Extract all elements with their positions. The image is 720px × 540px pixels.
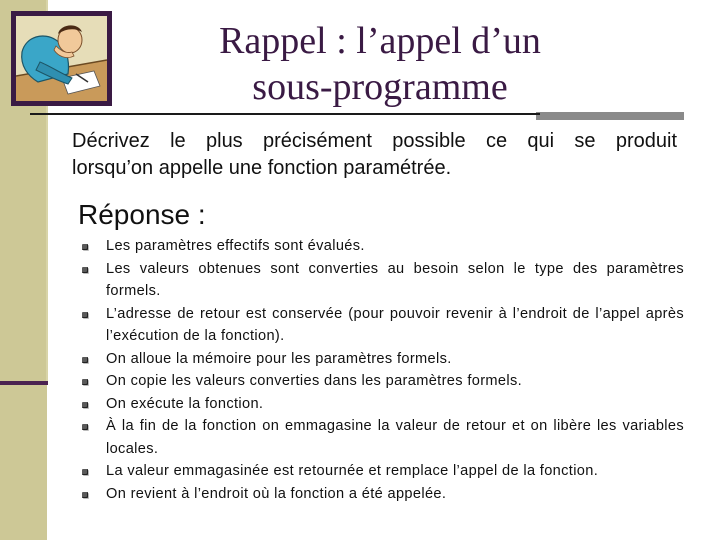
- answer-bullet-text: Les paramètres effectifs sont évalués.: [106, 238, 365, 254]
- answer-bullet-item: [80, 393, 684, 416]
- square-bullet-icon: [82, 357, 88, 363]
- square-bullet-icon: [82, 469, 88, 475]
- question-line-2: lorsqu’on appelle une fonction paramétrée.: [72, 157, 452, 179]
- question-text: [72, 128, 677, 182]
- side-band-rule: [0, 381, 48, 385]
- answer-bullet-text: On exécute la fonction.: [106, 395, 264, 412]
- square-bullet-icon: [82, 424, 88, 430]
- answer-bullet-item: [80, 258, 684, 303]
- slide-title-line-2: sous-programme: [252, 66, 508, 108]
- square-bullet-icon: [82, 492, 88, 498]
- answer-bullet-list: [80, 235, 684, 505]
- answer-bullet-text: On revient à l’endroit où la fonction a été appelée.: [106, 485, 447, 502]
- answer-bullet-text: La valeur emmagasinée est retournée et remplace l’appel de la fonction.: [106, 463, 599, 479]
- answer-bullet-item: [80, 415, 684, 460]
- answer-heading: Réponse :: [78, 199, 206, 230]
- square-bullet-icon: [82, 379, 88, 385]
- slide-title: [130, 18, 630, 110]
- answer-bullet-text: L’adresse de retour est conservée (pour pouvoir revenir à l’endroit de l’appel après l’exécution de la fonction).: [106, 305, 684, 344]
- title-shadow-rule: [536, 112, 684, 120]
- thinking-person-clipart-icon: [11, 11, 112, 106]
- answer-bullet-text: On alloue la mémoire pour les paramètres formels.: [106, 350, 452, 367]
- slide-title-line-1: Rappel : l’appel d’un: [219, 20, 541, 62]
- square-bullet-icon: [82, 244, 88, 250]
- square-bullet-icon: [82, 402, 88, 408]
- answer-bullet-text: À la fin de la fonction on emmagasine la valeur de retour et on libère les variables locales.: [106, 418, 684, 457]
- square-bullet-icon: [82, 312, 88, 318]
- square-bullet-icon: [82, 267, 88, 273]
- answer-bullet-item: [80, 235, 684, 258]
- answer-bullet-item: [80, 348, 684, 371]
- title-underline-rule: [30, 113, 540, 115]
- answer-bullet-item: [80, 303, 684, 348]
- answer-bullet-item: [80, 460, 684, 483]
- answer-bullet-item: [80, 370, 684, 393]
- question-line-1: Décrivez le plus précisément possible ce qui se produit: [72, 130, 677, 152]
- answer-bullet-text: On copie les valeurs converties dans les paramètres formels.: [106, 373, 523, 389]
- answer-bullet-item: [80, 483, 684, 506]
- answer-bullet-text: Les valeurs obtenues sont converties au besoin selon le type des paramètres formels.: [106, 260, 684, 299]
